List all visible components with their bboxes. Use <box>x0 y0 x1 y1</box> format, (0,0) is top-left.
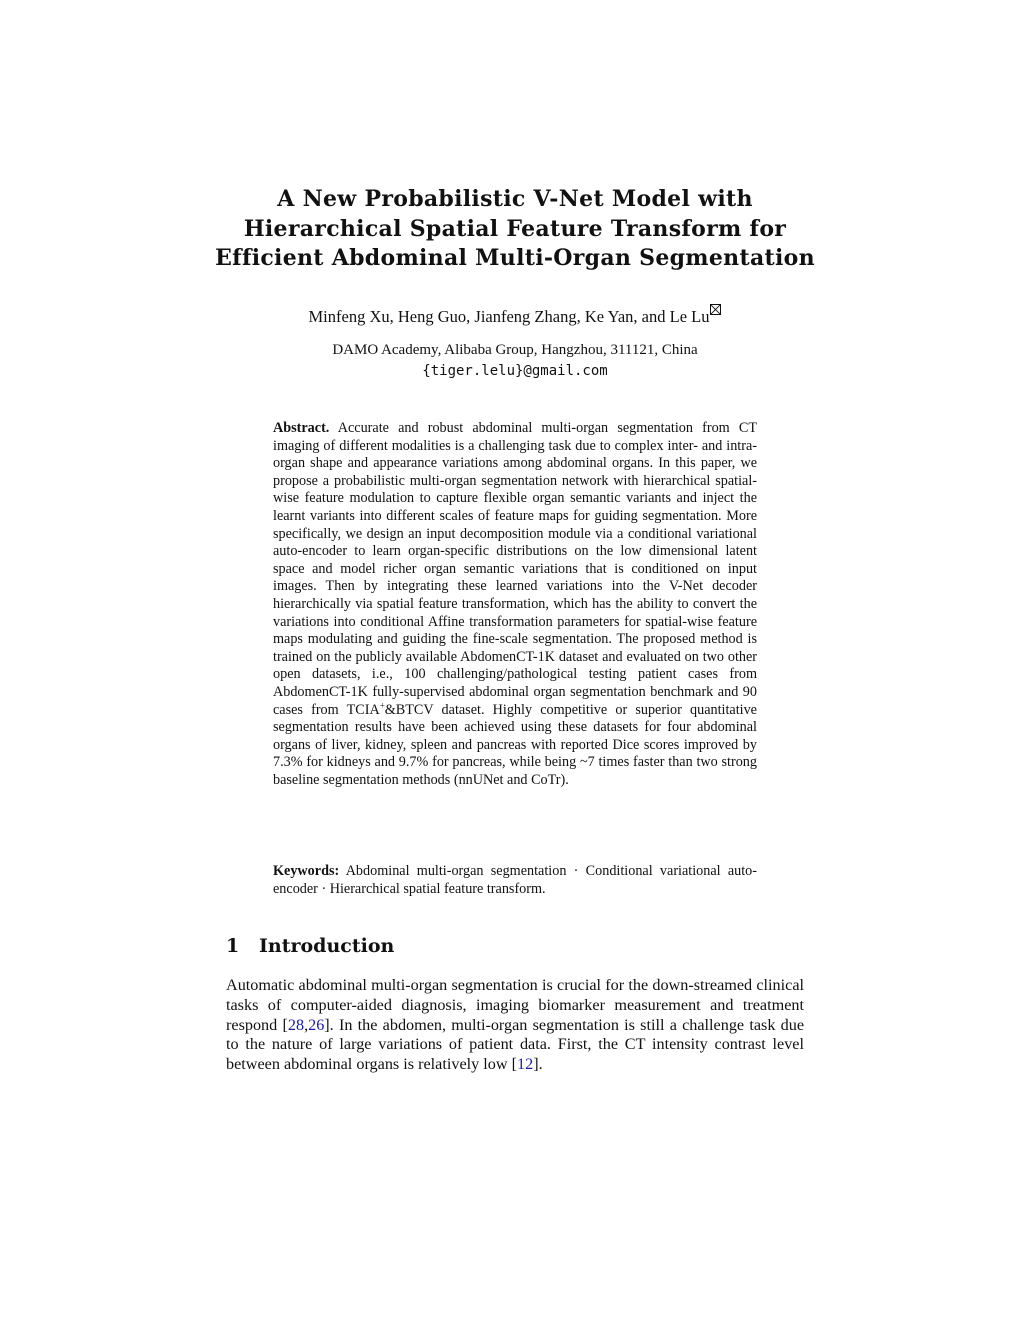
section-title: Introduction <box>259 935 395 957</box>
keywords <box>273 862 757 898</box>
intro-text-3: ]. <box>533 1055 543 1074</box>
author-names: Minfeng Xu, Heng Guo, Jianfeng Zhang, Ke Yan, and Le Lu <box>308 307 710 326</box>
abstract-text-2: &BTCV dataset. Highly competitive or superior quantitative segmentation results have been achieved using these datasets for four abdominal organs of liver, kidney, spleen and pancreas with reported Dice scores improved by 7.3% for kidneys and 9.7% for pancreas, while being ~7 times faster than two strong baseline segmentation methods (nnUNet and CoTr). <box>273 701 757 788</box>
abstract-superscript: + <box>379 699 385 710</box>
keywords-text: Abdominal multi-organ segmentation · Conditional variational auto-encoder · Hierarchical spatial feature transform. <box>273 863 758 897</box>
abstract <box>273 420 757 789</box>
author-list <box>200 305 830 329</box>
abstract-label: Abstract. <box>273 420 330 436</box>
intro-text-2: ]. In the abdomen, multi-organ segmentation is still a challenge task due to the nature of large variations of patient data. First, the CT intensity contrast level between abdominal organs is relatively low [ <box>226 1015 805 1074</box>
section-heading-introduction <box>226 933 806 959</box>
intro-text-1: Automatic abdominal multi-organ segmentation is crucial for the down-streamed clinical tasks of computer-aided diagnosis, imaging biomarker measurement and treatment respond [ <box>226 976 804 1034</box>
section-number: 1 <box>226 935 240 957</box>
corresponding-author-envelope-icon <box>710 304 721 315</box>
email-address: {tiger.lelu}@gmail.com <box>422 363 608 379</box>
citation-link-28[interactable]: 28 <box>287 1015 305 1034</box>
title-line-3: Efficient Abdominal Multi-Organ Segmentation <box>215 245 815 271</box>
citation-separator: , <box>304 1015 309 1034</box>
citation-link-12[interactable]: 12 <box>517 1055 534 1074</box>
title-line-2: Hierarchical Spatial Feature Transform for <box>243 215 787 242</box>
abstract-text-1: Accurate and robust abdominal multi-organ segmentation from CT imaging of different modalities is a challenging task due to complex inter- and intra-organ shape and appearance variations among abdominal organs. In this paper, we propose a probabilistic multi-organ segmentation network with hierarchical spatial-wise feature modulation to capture flexible organ semantic variants and inject the learnt variants into different scales of feature maps for guiding segmentation. More specifically, we design an input decomposition module via a conditional variational auto-encoder to learn organ-specific distributions on the low dimensional latent space and model richer organ semantic variations that is conditioned on input images. Then by integrating these learned variations into the V-Net decoder hierarchically via spatial feature transformation, which has the ability to convert the variations into conditional Affine transformation parameters for spatial-wise feature maps modulating and guiding the fine-scale segmentation. The proposed method is trained on the publicly available AbdomenCT-1K dataset and evaluated on two other open datasets, i.e., 100 challenging/pathological testing patient cases from AbdomenCT-1K fully-supervised abdominal organ segmentation benchmark and 90 cases from TCIA <box>273 420 757 718</box>
keywords-label: Keywords: <box>273 863 340 879</box>
citation-link-26[interactable]: 26 <box>308 1015 325 1034</box>
paper-title <box>200 185 830 274</box>
introduction-paragraph <box>226 976 804 1075</box>
affiliation: DAMO Academy, Alibaba Group, Hangzhou, 311121, China <box>332 342 698 358</box>
title-line-1: A New Probabilistic V-Net Model with <box>277 186 753 212</box>
